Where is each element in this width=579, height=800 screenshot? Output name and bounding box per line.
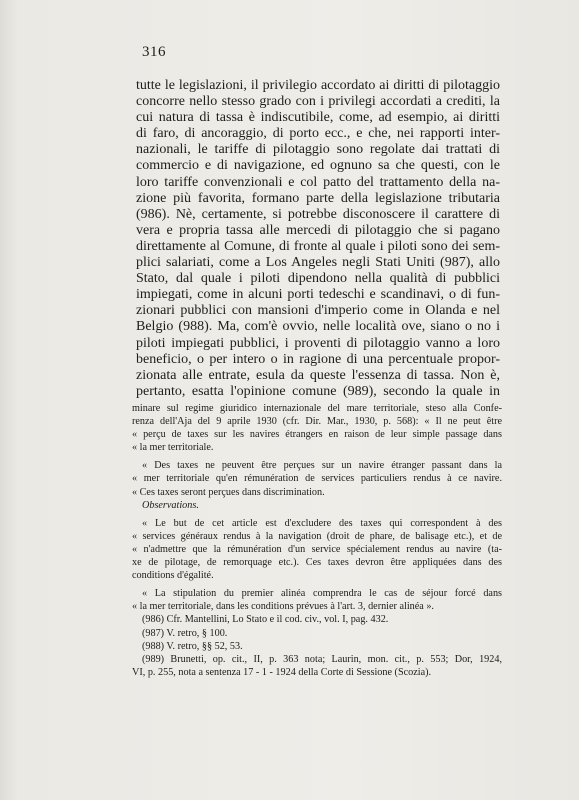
footnote-line: « services généraux rendus à la navigation (droit de phare, de balisage etc.), et de: [132, 530, 502, 542]
text-line: loro tariffe convenzionali e col patto del trattamento della na-: [136, 174, 500, 190]
text-line: nazionali, le tariffe di pilotaggio sono regolate dai trattati di: [136, 142, 500, 158]
text-line: beneficio, o per intero o in ragione di una percentuale propor-: [136, 351, 500, 367]
text-line: impiegati, come in alcuni porti tedeschi e scandinavi, o di fun-: [136, 287, 500, 303]
footnote-line: « Le but de cet article est d'excludere des taxes qui correspondent à des: [142, 517, 502, 529]
footnote-line: « Ces taxes seront perçues dans discrimination.: [132, 486, 325, 498]
footnote-observations-heading: Observations.: [142, 499, 199, 511]
footnote-986: (986) Cfr. Mantellini, Lo Stato e il cod. civ., vol. I, pag. 432.: [142, 614, 389, 626]
footnote-line: « n'admettre que la rémunération d'un service spécialement rendus au navire (ta-: [132, 543, 502, 555]
footnote-line: renza dell'Aja del 9 aprile 1930 (cfr. Dir. Mar., 1930, p. 568): « Il ne peut être: [132, 416, 502, 428]
footnote-line: « mer territoriale qu'en rémunération de services particuliers rendus à ce navire.: [132, 473, 502, 485]
text-line: Stato, dal quale i piloti dipendono nella qualità di pubblici: [136, 271, 500, 287]
footnote-line: « la mer territoriale.: [132, 442, 214, 454]
footnotes-block: [132, 402, 502, 679]
footnote-line: minare sul regime giuridico internazionale del mare territoriale, steso alla Confe-: [132, 403, 502, 414]
text-line: plici salariati, come a Los Angeles negli Stati Uniti (987), allo: [136, 255, 500, 271]
page-number: 316: [142, 44, 166, 60]
footnote-line: « La stipulation du premier alinéa comprendra le cas de séjour forcé dans: [142, 588, 502, 600]
text-line: zionari pubblici con mansioni d'imperio come in Olanda e nel: [136, 303, 500, 319]
text-line: di faro, di ancoraggio, di porto ecc., e che, nei rapporti inter-: [136, 126, 500, 142]
text-line: tutte le legislazioni, il privilegio accordato ai diritti di pilotaggio: [136, 78, 500, 93]
text-line: Belgio (988). Ma, com'è ovvio, nelle località ove, siano o no i: [136, 319, 500, 335]
footnote-line: VI, p. 255, nota a sentenza 17 - 1 - 1924 della Corte di Sessione (Scozia).: [132, 666, 432, 678]
footnote-line: conditions d'égalité.: [132, 570, 214, 582]
text-line: (986). Nè, certamente, si potrebbe disconoscere il carattere di: [136, 206, 500, 222]
footnote-line: « perçu de taxes sur les navires étrangers en raison de leur simple passage dans: [132, 429, 502, 441]
text-line: zionata alle entrate, esula da queste l'essenza di tassa. Non è,: [136, 367, 500, 383]
text-line: vera e propria tassa alle mercedi di pilotaggio che si pagano: [136, 222, 500, 238]
text-line: direttamente al Comune, di fronte al quale i piloti sono dei sem-: [136, 238, 500, 254]
footnote-989: (989) Brunetti, op. cit., II, p. 363 nota; Laurin, mon. cit., p. 553; Dor, 1924,: [142, 653, 502, 665]
footnote-line: « la mer territoriale, dans les conditions prévues à l'art. 3, dernier alinéa ».: [132, 601, 434, 613]
text-line: piloti impiegati pubblici, i proventi di pilotaggio vanno a loro: [136, 335, 500, 351]
footnote-987: (987) V. retro, § 100.: [142, 627, 228, 639]
footnote-988: (988) V. retro, §§ 52, 53.: [142, 640, 243, 652]
footnote-line: « Des taxes ne peuvent être perçues sur un navire étranger passant dans la: [142, 460, 502, 472]
main-text-block: [136, 78, 500, 400]
text-line: concorre nello stesso grado con i privilegi accordati a crediti, la: [136, 94, 500, 110]
text-line: zione più favorita, formano parte della legislazione tributaria: [136, 190, 500, 206]
footnote-line: xe de pilotage, de remorquage etc.). Ces taxes devron être appliquées dans des: [132, 557, 502, 569]
text-line: commercio e di navigazione, ed ognuno sa che questi, con le: [136, 158, 500, 174]
text-line: cui natura di tassa è indiscutibile, come, ad esempio, ai diritti: [136, 110, 500, 126]
text-line: pertanto, esatta l'opinione comune (989), secondo la quale in: [136, 383, 500, 399]
